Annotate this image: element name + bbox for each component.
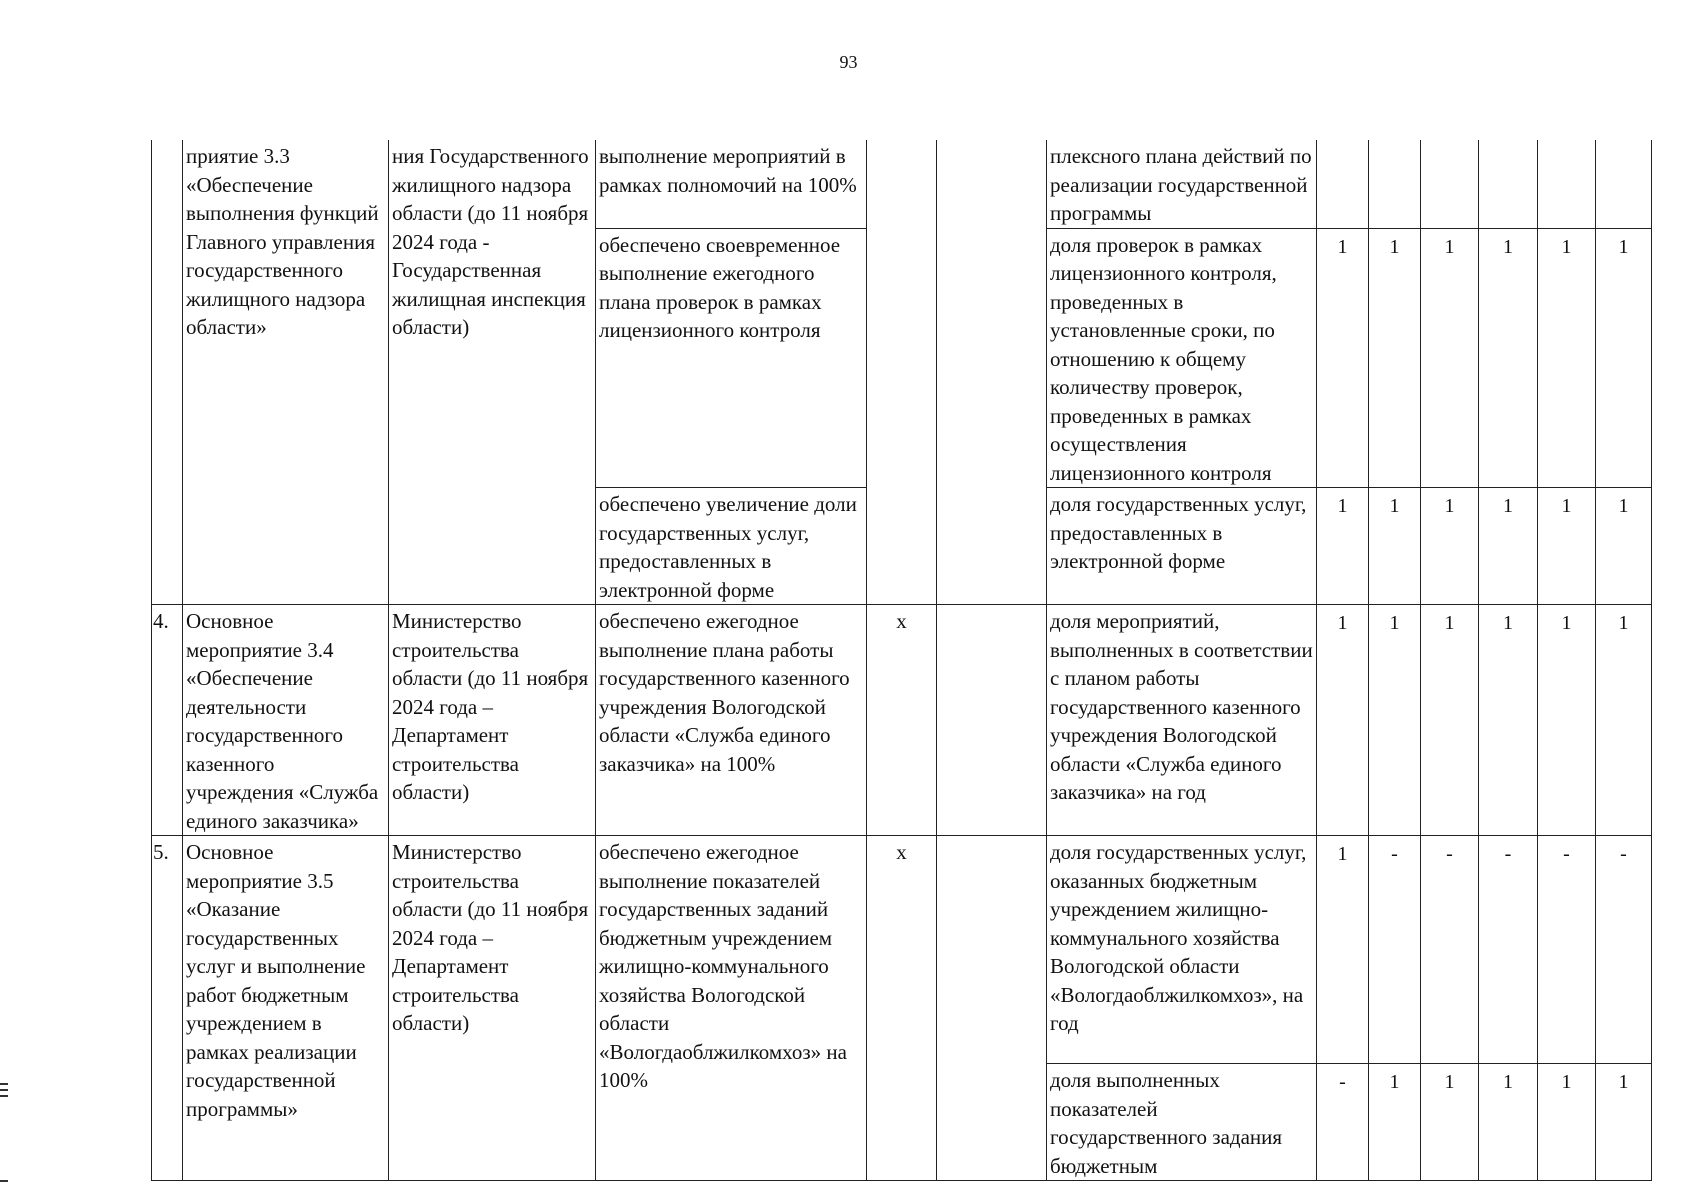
margin-mark (0, 1089, 8, 1091)
value-cell: 1 (1538, 605, 1596, 836)
result-cell: обеспечено ежегодное выполнение плана работы государственного казенного учреждения Вологодской области «Служба единого заказчика» на 100% (596, 605, 867, 836)
event-cell: Основное мероприятие 3.4 «Обеспечение деятельности государственного казенного учреждения «Служба единого заказчика» (183, 605, 389, 836)
result-cell: обеспечено ежегодное выполнение показателей государственных заданий бюджетным учреждением жилищно-коммунального хозяйства Вологодской области «Вологдаоблжилкомхоз» на 100% (596, 836, 867, 1181)
indicator-cell: доля государственных услуг, предоставленных в электронной форме (1047, 488, 1317, 605)
mark-cell (867, 140, 937, 605)
empty-cell (937, 605, 1047, 836)
table-row (152, 605, 1652, 836)
value-cell: 1 (1317, 836, 1369, 1064)
value-cell: - (1369, 836, 1421, 1064)
value-cell: 1 (1538, 488, 1596, 605)
value-cell: 1 (1317, 488, 1369, 605)
mark-cell: х (867, 836, 937, 1181)
program-table (151, 140, 1652, 1181)
value-cell: 1 (1421, 228, 1479, 488)
page-number: 93 (839, 52, 858, 72)
value-cell: - (1421, 836, 1479, 1064)
executor-cell: Министерство строительства области (до 11 ноября 2024 года – Департамент строительства области) (389, 836, 596, 1181)
value-cell: 1 (1421, 1064, 1479, 1181)
value-cell: - (1317, 1064, 1369, 1181)
value-cell (1479, 140, 1538, 228)
event-cell: приятие 3.3 «Обеспечение выполнения функций Главного управления государственного жилищного надзора области» (183, 140, 389, 605)
indicator-cell: плексного плана действий по реализации государственной программы (1047, 140, 1317, 228)
value-cell: 1 (1369, 1064, 1421, 1181)
margin-mark (0, 1083, 8, 1085)
event-cell: Основное мероприятие 3.5 «Оказание государственных услуг и выполнение работ бюджетным учреждением в рамках реализации государственной программы» (183, 836, 389, 1181)
value-cell: 1 (1479, 488, 1538, 605)
value-cell: 1 (1479, 1064, 1538, 1181)
value-cell (1317, 140, 1369, 228)
value-cell: 1 (1479, 605, 1538, 836)
value-cell: 1 (1538, 1064, 1596, 1181)
value-cell: 1 (1538, 228, 1596, 488)
row-number: 5. (152, 836, 183, 1181)
margin-mark (0, 1095, 8, 1097)
indicator-cell: доля мероприятий, выполненных в соответствии с планом работы государственного казенного учреждения Вологодской области «Служба единого заказчика» на год (1047, 605, 1317, 836)
indicator-cell: доля проверок в рамках лицензионного контроля, проведенных в установленные сроки, по отношению к общему количеству проверок, проведенных в рамках осуществления лицензионного контроля (1047, 228, 1317, 488)
value-cell: 1 (1317, 228, 1369, 488)
value-cell: 1 (1421, 488, 1479, 605)
executor-cell: ния Государственного жилищного надзора области (до 11 ноября 2024 года - Государственная жилищная инспекция области) (389, 140, 596, 605)
value-cell: 1 (1479, 228, 1538, 488)
value-cell: 1 (1596, 1064, 1652, 1181)
executor-cell: Министерство строительства области (до 11 ноября 2024 года – Департамент строительства области) (389, 605, 596, 836)
value-cell: 1 (1317, 605, 1369, 836)
mark-cell: х (867, 605, 937, 836)
table-row (152, 140, 1652, 228)
value-cell: 1 (1369, 488, 1421, 605)
result-cell: обеспечено своевременное выполнение ежегодного плана проверок в рамках лицензионного контроля (596, 228, 867, 488)
value-cell: 1 (1596, 488, 1652, 605)
value-cell (1421, 140, 1479, 228)
value-cell: - (1479, 836, 1538, 1064)
row-number: 4. (152, 605, 183, 836)
value-cell: 1 (1369, 228, 1421, 488)
value-cell: - (1538, 836, 1596, 1064)
value-cell (1369, 140, 1421, 228)
row-number (152, 140, 183, 605)
result-cell: обеспечено увеличение доли государственных услуг, предоставленных в электронной форме (596, 488, 867, 605)
empty-cell (937, 140, 1047, 605)
margin-mark (0, 1180, 8, 1182)
value-cell: - (1596, 836, 1652, 1064)
value-cell (1596, 140, 1652, 228)
value-cell: 1 (1369, 605, 1421, 836)
value-cell: 1 (1596, 228, 1652, 488)
indicator-cell: доля выполненных показателей государственного задания бюджетным (1047, 1064, 1317, 1181)
value-cell (1538, 140, 1596, 228)
table-row (152, 836, 1652, 1064)
result-cell: выполнение мероприятий в рамках полномочий на 100% (596, 140, 867, 228)
indicator-cell: доля государственных услуг, оказанных бюджетным учреждением жилищно-коммунального хозяйства Вологодской области «Вологдаоблжилкомхоз», на год (1047, 836, 1317, 1064)
value-cell: 1 (1596, 605, 1652, 836)
empty-cell (937, 836, 1047, 1181)
value-cell: 1 (1421, 605, 1479, 836)
